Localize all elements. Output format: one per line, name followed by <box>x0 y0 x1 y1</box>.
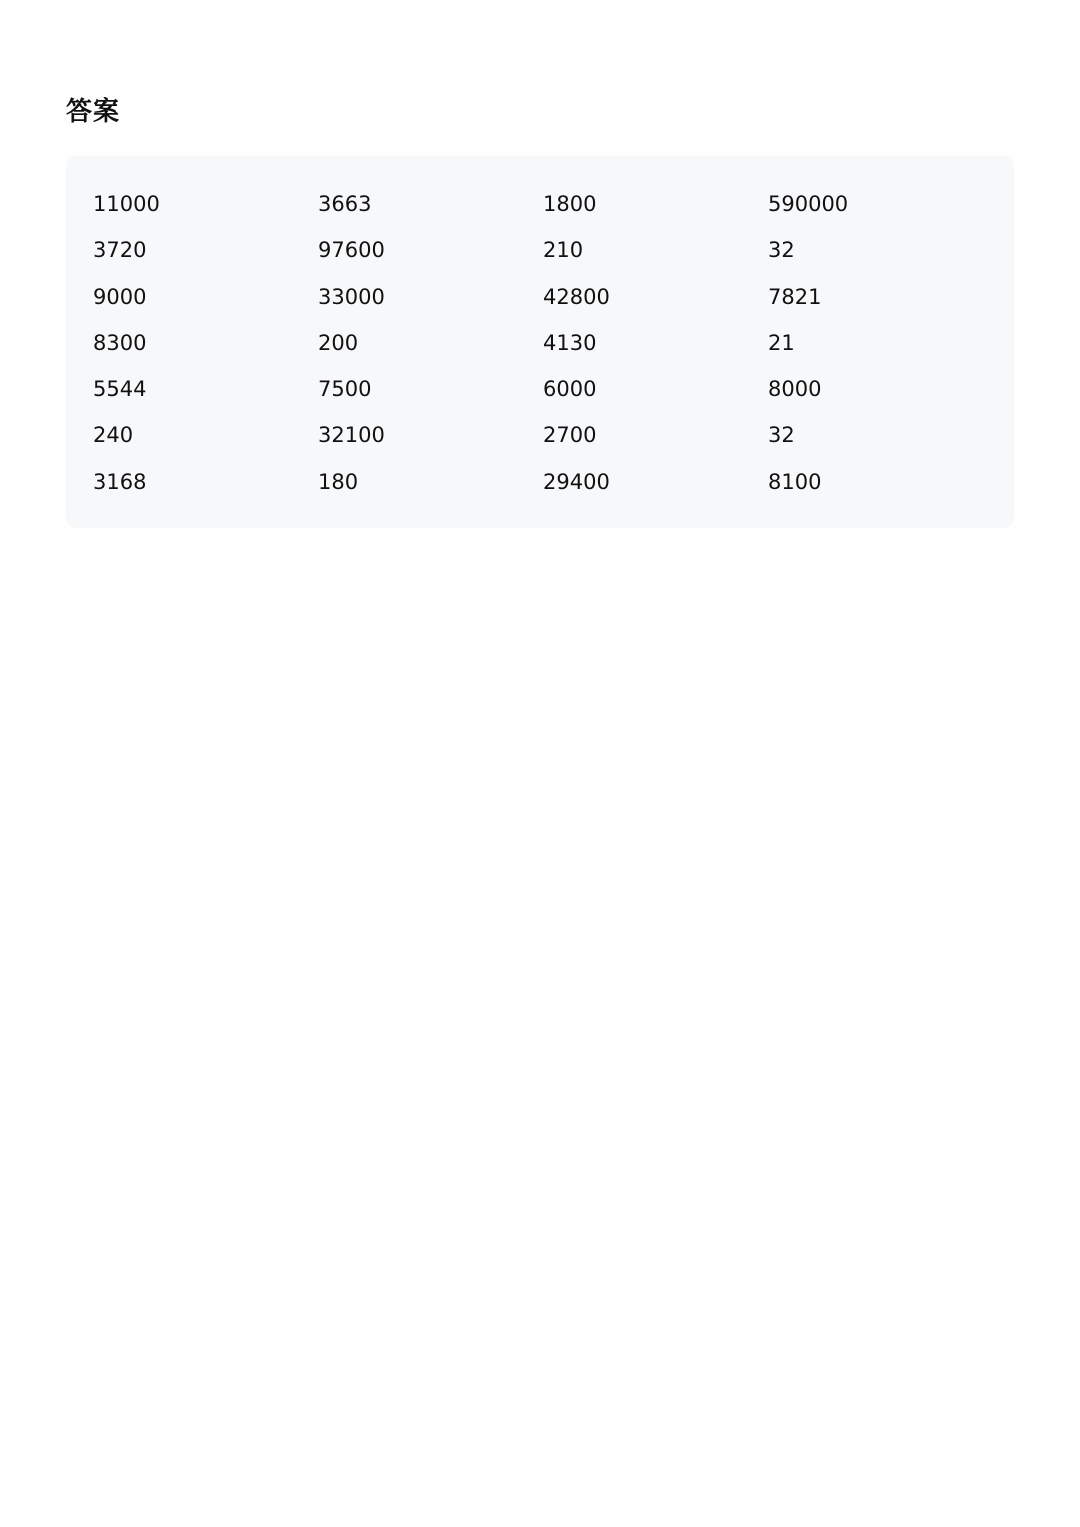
answer-cell: 210 <box>543 238 584 263</box>
answer-cell: 32 <box>768 423 795 448</box>
answer-cell: 6000 <box>543 377 597 402</box>
answer-cell: 3720 <box>93 238 147 263</box>
answer-cell: 3168 <box>93 469 147 494</box>
answer-cell: 9000 <box>93 284 147 309</box>
answer-cell: 2700 <box>543 423 597 448</box>
answer-cell: 33000 <box>318 284 385 309</box>
answer-grid <box>93 186 993 510</box>
answer-cell: 180 <box>318 469 359 494</box>
answer-cell: 7500 <box>318 377 372 402</box>
answer-cell: 1800 <box>543 192 597 216</box>
answer-cell: 32100 <box>318 423 385 448</box>
answer-cell: 11000 <box>93 192 160 216</box>
answer-cell: 240 <box>93 423 134 448</box>
answer-cell: 7821 <box>768 284 822 309</box>
answer-panel <box>66 156 1014 528</box>
answer-cell: 42800 <box>543 284 610 309</box>
answer-cell: 8100 <box>768 469 822 494</box>
answer-cell: 3663 <box>318 192 372 216</box>
answer-cell: 97600 <box>318 238 385 263</box>
answer-cell: 29400 <box>543 469 610 494</box>
answer-cell: 21 <box>768 330 795 355</box>
answer-cell: 8000 <box>768 377 822 402</box>
answer-cell: 5544 <box>93 377 147 402</box>
answer-cell: 8300 <box>93 330 147 355</box>
answer-cell: 200 <box>318 330 359 355</box>
answer-cell: 590000 <box>768 192 849 216</box>
answer-cell: 32 <box>768 238 795 263</box>
page-title: 答案 <box>66 97 121 127</box>
answer-cell: 4130 <box>543 330 597 355</box>
